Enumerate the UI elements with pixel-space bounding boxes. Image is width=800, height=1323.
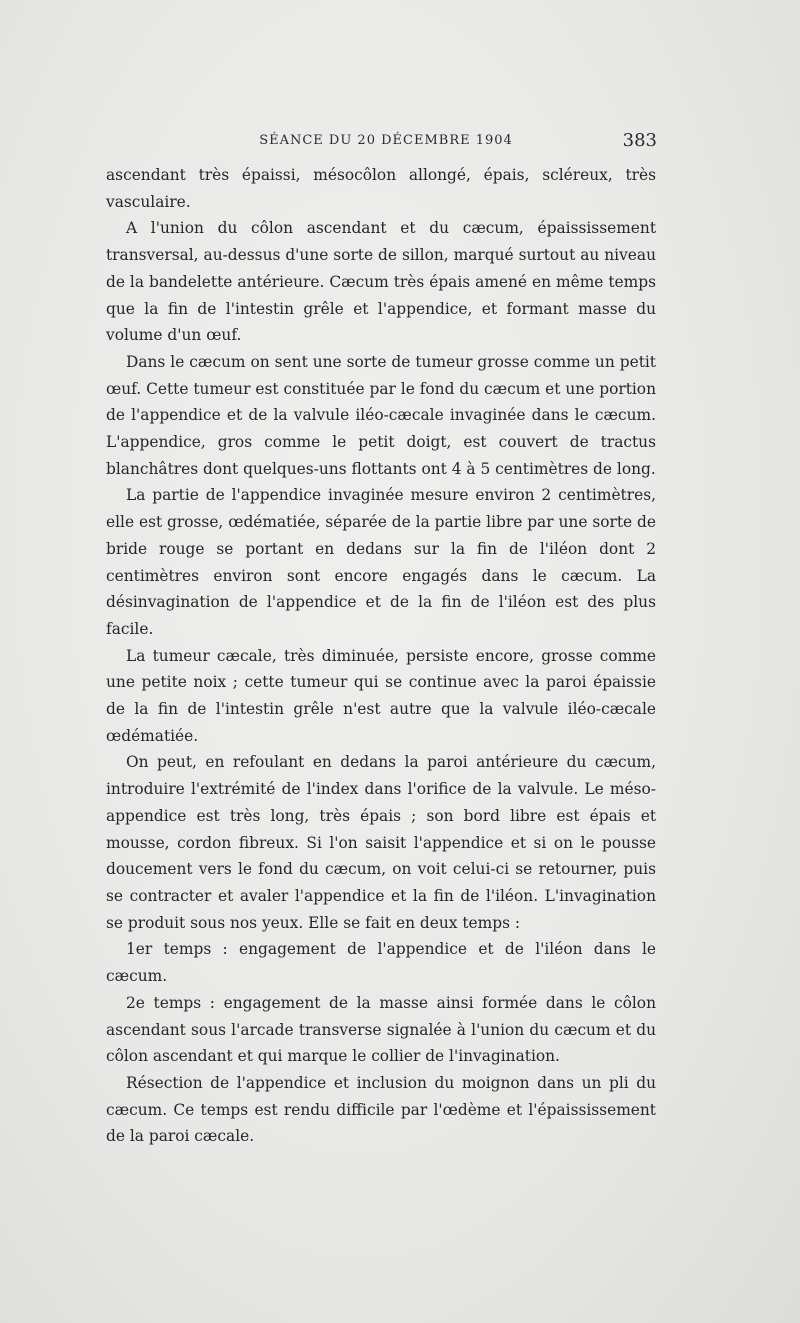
paragraph: A l'union du côlon ascendant et du cæcum, épaississement transversal, au-dessus d'une sorte de sillon, marqué surtout au niveau de la bandelette antérieure. Cæcum très épais amené en même temps que la fin de l'intestin grêle et l'appendice, et formant masse du volume d'un œuf. (106, 219, 656, 345)
paragraph: 2e temps : engagement de la masse ainsi formée dans le côlon ascendant sous l'arcade transverse signalée à l'union du cæcum et du côlon ascendant et qui marque le collier de l'invagination. (106, 993, 656, 1066)
page-number: 383 (622, 130, 657, 151)
paragraph: Résection de l'appendice et inclusion du moignon dans un pli du cæcum. Ce temps est rendu difficile par l'œdème et l'épaississement de la paroi cæcale. (106, 1073, 656, 1146)
paragraph: Dans le cæcum on sent une sorte de tumeur grosse comme un petit œuf. Cette tumeur est constituée par le fond du cæcum et une portion de l'appendice et de la valvule iléo-cæcale invaginée dans le cæcum. L'appendice, gros comme le petit doigt, est couvert de tractus blanchâtres dont quelques-uns flottants ont 4 à 5 centimètres de long. (106, 352, 656, 478)
page-header (105, 130, 657, 152)
paragraph: ascendant très épaissi, mésocôlon allongé, épais, scléreux, très vasculaire. (106, 166, 656, 211)
paragraph: 1er temps : engagement de l'appendice et de l'iléon dans le cæcum. (106, 940, 656, 986)
paragraph: La partie de l'appendice invaginée mesure environ 2 centimètres, elle est grosse, œdématiée, séparée de la partie libre par une sorte de bride rouge se portant en dedans sur la fin de l'iléon dont 2 centimètres environ sont encore engagés dans le cæcum. La désinvagination de l'appendice et de la fin de l'iléon est des plus facile. (106, 486, 656, 638)
body-text (106, 162, 656, 1150)
paragraph: La tumeur cæcale, très diminuée, persiste encore, grosse comme une petite noix ; cette tumeur qui se continue avec la paroi épaissie de la fin de l'intestin grêle n'est autre que la valvule iléo-cæcale œdématiée. (106, 646, 656, 745)
running-head: SÉANCE DU 20 DÉCEMBRE 1904 (259, 133, 513, 148)
paragraph: On peut, en refoulant en dedans la paroi antérieure du cæcum, introduire l'extrémité de l'index dans l'orifice de la valvule. Le méso-appendice est très long, très épais ; son bord libre est épais et mousse, cordon fibreux. Si l'on saisit l'appendice et si on le pousse doucement vers le fond du cæcum, on voit celui-ci se retourner, puis se contracter et avaler l'appendice et la fin de l'iléon. L'invagination se produit sous nos yeux. Elle se fait en deux temps : (106, 753, 656, 932)
